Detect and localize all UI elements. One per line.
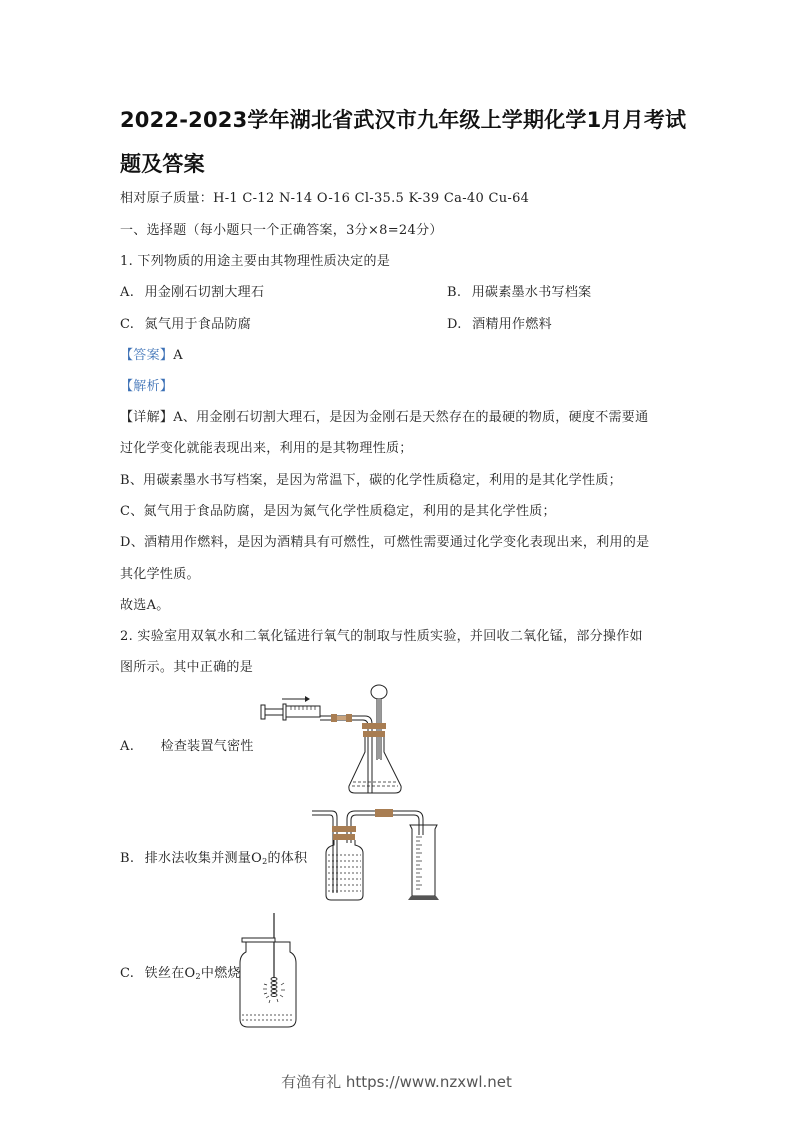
option-text: 检查装置气密性 (160, 739, 254, 754)
question-1-stem: 1. 下列物质的用途主要由其物理性质决定的是 (120, 254, 391, 269)
iron-wire-combustion-figure (230, 905, 310, 1035)
page-title-line2: 题及答案 (120, 152, 205, 176)
water-displacement-collection-figure (310, 805, 450, 905)
q1-detail-line-3: B、用碳素墨水书写档案，是因为常温下，碳的化学性质稳定，利用的是其化学性质； (120, 473, 622, 488)
analysis-tag: 【解析】 (120, 379, 174, 394)
detail-text: A、用金刚石切割大理石，是因为金刚石是天然存在的最硬的物质，硬度不需要通 (173, 410, 649, 425)
question-2-stem-line2: 图所示。其中正确的是 (120, 660, 254, 675)
q2-option-a (120, 735, 254, 754)
subscript: 2 (195, 972, 201, 981)
q1-option-c (120, 313, 251, 332)
option-label: A. (120, 285, 135, 300)
airtightness-check-apparatus-figure (255, 680, 415, 800)
q2-option-b (120, 847, 307, 866)
q1-detail-line-5: D、酒精用作燃料，是因为酒精具有可燃性，可燃性需要通过化学变化表现出来，利用的是 (120, 535, 650, 550)
option-text: 排水法收集并测量O (144, 851, 263, 866)
footer-watermark: 有渔有礼 https://www.nzxwl.net (281, 1073, 512, 1091)
q1-option-b (447, 281, 591, 300)
option-label: C. (120, 317, 135, 332)
option-label: C. (120, 966, 135, 981)
page-title-line1: 2022-2023学年湖北省武汉市九年级上学期化学1月月考试 (120, 108, 687, 132)
option-text: 氮气用于食品防腐 (144, 317, 252, 332)
option-label: B. (447, 285, 462, 300)
q1-answer (120, 344, 183, 363)
subscript: 2 (262, 857, 268, 866)
answer-tag: 【答案】 (120, 348, 174, 363)
q1-option-a (120, 281, 264, 300)
q2-option-c (120, 962, 241, 981)
option-label: A. (120, 739, 135, 754)
detail-tag: 【详解】 (120, 410, 174, 425)
q1-detail-line-1 (120, 406, 648, 425)
option-text: 用金刚石切割大理石 (144, 285, 265, 300)
answer-value: A (173, 348, 183, 363)
q1-analysis-heading (120, 375, 173, 394)
q1-detail-line-6: 其化学性质。 (120, 567, 200, 582)
question-2-stem-line1: 2. 实验室用双氧水和二氧化锰进行氧气的制取与性质实验，并回收二氧化锰，部分操作如 (120, 629, 643, 644)
option-text: 用碳素墨水书写档案 (471, 285, 592, 300)
option-label: B. (120, 851, 135, 866)
q1-conclusion: 故选A。 (120, 598, 170, 613)
option-text-after: 中燃烧 (200, 966, 241, 981)
q1-detail-line-2: 过化学变化就能表现出来，利用的是其物理性质； (120, 441, 413, 456)
atomic-masses: 相对原子质量：H-1 C-12 N-14 O-16 Cl-35.5 K-39 Ca-40 Cu-64 (120, 191, 530, 206)
q1-option-d (447, 313, 552, 332)
option-text-after: 的体积 (267, 851, 308, 866)
section-heading: 一、选择题（每小题只一个正确答案，3分×8=24分） (120, 223, 443, 238)
q1-detail-line-4: C、氮气用于食品防腐，是因为氮气化学性质稳定，利用的是其化学性质； (120, 504, 556, 519)
option-text: 酒精用作燃料 (472, 317, 552, 332)
option-label: D. (447, 317, 462, 332)
option-text: 铁丝在O (144, 966, 196, 981)
